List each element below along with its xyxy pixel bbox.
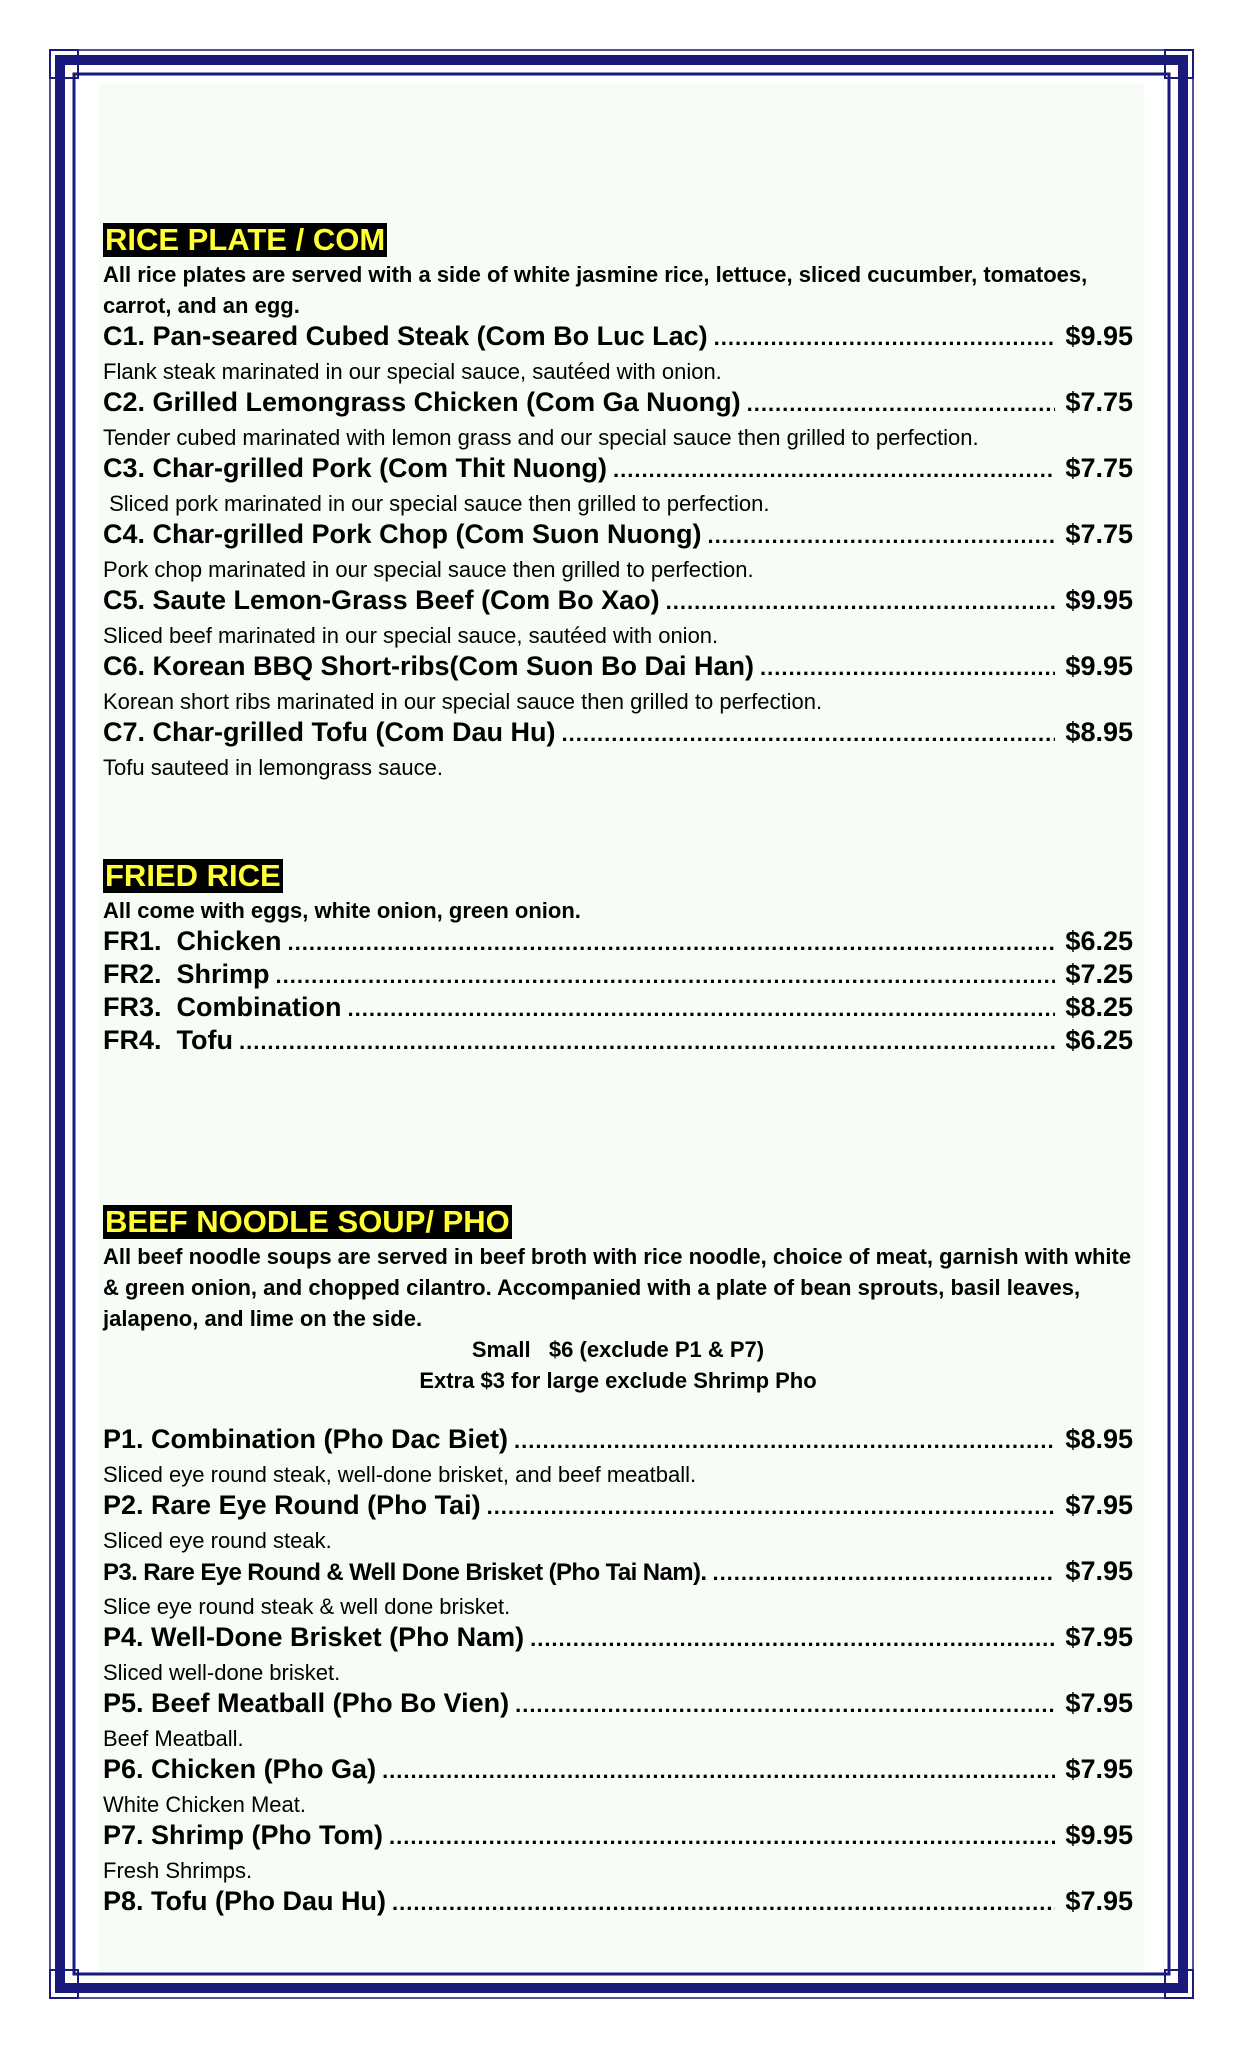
item-price: $7.75 bbox=[1065, 453, 1133, 483]
dot-leader bbox=[288, 930, 1056, 956]
item-price: $7.75 bbox=[1065, 519, 1133, 549]
item-description: White Chicken Meat. bbox=[103, 1792, 306, 1817]
dot-leader bbox=[747, 391, 1056, 417]
item-description: Flank steak marinated in our special sauce, sautéed with onion. bbox=[103, 359, 722, 384]
item-name: P2. Rare Eye Round (Pho Tai) bbox=[103, 1490, 481, 1520]
section-heading-rice-plate: RICE PLATE / COM bbox=[105, 222, 386, 257]
item-price: $7.95 bbox=[1065, 1886, 1133, 1916]
item-name: C2. Grilled Lemongrass Chicken (Com Ga Nuong) bbox=[103, 387, 741, 417]
item-name: P6. Chicken (Pho Ga) bbox=[103, 1754, 377, 1784]
item-description: Sliced well-done brisket. bbox=[103, 1660, 341, 1685]
item-price: $9.95 bbox=[1065, 585, 1133, 615]
dot-leader bbox=[389, 1824, 1055, 1850]
item-price: $7.95 bbox=[1065, 1622, 1133, 1652]
rice-plate-section bbox=[103, 223, 1133, 783]
item-name: P4. Well-Done Brisket (Pho Nam) bbox=[103, 1622, 525, 1652]
dot-leader bbox=[348, 996, 1056, 1022]
fried-rice-section bbox=[103, 859, 1133, 1058]
item-name: C5. Saute Lemon-Grass Beef (Com Bo Xao) bbox=[103, 585, 660, 615]
item-name: P1. Combination (Pho Dac Biet) bbox=[103, 1424, 509, 1454]
item-description: Tender cubed marinated with lemon grass and our special sauce then grilled to perfection. bbox=[103, 425, 979, 450]
section-heading-pho: BEEF NOODLE SOUP/ PHO bbox=[105, 1204, 510, 1239]
item-price: $7.25 bbox=[1065, 959, 1133, 989]
dot-leader bbox=[382, 1758, 1055, 1784]
dot-leader bbox=[562, 721, 1056, 747]
item-name: C7. Char-grilled Tofu (Com Dau Hu) bbox=[103, 717, 556, 747]
menu-item-c2 bbox=[103, 387, 1133, 423]
item-description: Fresh Shrimps. bbox=[103, 1858, 253, 1883]
rice-plate-intro: All rice plates are served with a side of white jasmine rice, lettuce, sliced cucumber, tomatoes, carrot, and an egg. bbox=[103, 262, 1088, 318]
item-description: Pork chop marinated in our special sauce then grilled to perfection. bbox=[103, 557, 754, 582]
item-name: FR2. Shrimp bbox=[103, 959, 270, 989]
dot-leader bbox=[712, 1560, 1055, 1586]
item-name: C4. Char-grilled Pork Chop (Com Suon Nuong) bbox=[103, 519, 702, 549]
item-price: $7.95 bbox=[1065, 1556, 1133, 1586]
menu-item-p4 bbox=[103, 1622, 1133, 1658]
dot-leader bbox=[760, 655, 1055, 681]
item-name: C1. Pan-seared Cubed Steak (Com Bo Luc Lac) bbox=[103, 321, 708, 351]
menu-item-fr4 bbox=[103, 1025, 1133, 1058]
item-description: Slice eye round steak & well done brisket. bbox=[103, 1594, 511, 1619]
menu-item-c7 bbox=[103, 717, 1133, 753]
fried-rice-intro: All come with eggs, white onion, green onion. bbox=[103, 898, 581, 923]
item-name: FR3. Combination bbox=[103, 992, 342, 1022]
dot-leader bbox=[666, 589, 1056, 615]
menu-item-c3 bbox=[103, 453, 1133, 489]
item-name: P7. Shrimp (Pho Tom) bbox=[103, 1820, 384, 1850]
item-description: Sliced pork marinated in our special sauce then grilled to perfection. bbox=[103, 491, 770, 516]
item-name: P5. Beef Meatball (Pho Bo Vien) bbox=[103, 1688, 510, 1718]
menu-item-c4 bbox=[103, 519, 1133, 555]
item-price: $8.95 bbox=[1065, 717, 1133, 747]
dot-leader bbox=[239, 1029, 1055, 1055]
menu-item-p5 bbox=[103, 1688, 1133, 1724]
dot-leader bbox=[530, 1626, 1055, 1652]
item-name: C6. Korean BBQ Short-ribs(Com Suon Bo Dai Han) bbox=[103, 651, 755, 681]
dot-leader bbox=[514, 1428, 1055, 1454]
spacer bbox=[103, 1396, 1133, 1424]
item-price: $9.95 bbox=[1065, 321, 1133, 351]
menu-item-c1 bbox=[103, 321, 1133, 357]
item-price: $7.95 bbox=[1065, 1754, 1133, 1784]
menu-item-p7 bbox=[103, 1820, 1133, 1856]
pho-intro: All beef noodle soups are served in beef broth with rice noodle, choice of meat, garnish with white & green onion, and chopped cilantro. Accompanied with a plate of bean sprouts, basil leaves, jalapeno, and lime on the side. bbox=[103, 1244, 1132, 1331]
pho-large-note: Extra $3 for large exclude Shrimp Pho bbox=[419, 1368, 817, 1393]
item-price: $7.75 bbox=[1065, 387, 1133, 417]
pho-section bbox=[103, 1205, 1133, 1922]
dot-leader bbox=[487, 1494, 1056, 1520]
item-description: Korean short ribs marinated in our special sauce then grilled to perfection. bbox=[103, 689, 823, 714]
item-price: $9.95 bbox=[1065, 1820, 1133, 1850]
menu-item-fr3 bbox=[103, 992, 1133, 1025]
dot-leader bbox=[714, 325, 1056, 351]
item-price: $6.25 bbox=[1065, 926, 1133, 956]
menu-item-fr2 bbox=[103, 959, 1133, 992]
menu-item-c5 bbox=[103, 585, 1133, 621]
item-description: Sliced beef marinated in our special sauce, sautéed with onion. bbox=[103, 623, 719, 648]
item-name: P3. Rare Eye Round & Well Done Brisket (Pho Tai Nam). bbox=[103, 1559, 707, 1586]
pho-small-note: Small $6 (exclude P1 & P7) bbox=[471, 1337, 765, 1362]
dot-leader bbox=[613, 457, 1055, 483]
item-description: Beef Meatball. bbox=[103, 1726, 244, 1751]
item-name: P8. Tofu (Pho Dau Hu) bbox=[103, 1886, 386, 1916]
item-price: $8.95 bbox=[1065, 1424, 1133, 1454]
dot-leader bbox=[515, 1692, 1055, 1718]
item-name: C3. Char-grilled Pork (Com Thit Nuong) bbox=[103, 453, 607, 483]
dot-leader bbox=[707, 523, 1055, 549]
menu-item-c6 bbox=[103, 651, 1133, 687]
menu-item-p8 bbox=[103, 1886, 1133, 1922]
menu-item-p3 bbox=[103, 1556, 1133, 1592]
item-name: FR4. Tofu bbox=[103, 1025, 233, 1055]
item-price: $6.25 bbox=[1065, 1025, 1133, 1055]
item-price: $7.95 bbox=[1065, 1490, 1133, 1520]
dot-leader bbox=[276, 963, 1056, 989]
item-name: FR1. Chicken bbox=[103, 926, 282, 956]
item-price: $7.95 bbox=[1065, 1688, 1133, 1718]
menu-item-p1 bbox=[103, 1424, 1133, 1460]
item-description: Sliced eye round steak. bbox=[103, 1528, 332, 1553]
section-heading-fried-rice: FRIED RICE bbox=[105, 858, 281, 893]
item-description: Tofu sauteed in lemongrass sauce. bbox=[103, 755, 443, 780]
item-price: $9.95 bbox=[1065, 651, 1133, 681]
menu-item-p2 bbox=[103, 1490, 1133, 1526]
menu-item-p6 bbox=[103, 1754, 1133, 1790]
item-description: Sliced eye round steak, well-done brisket, and beef meatball. bbox=[103, 1462, 697, 1487]
item-price: $8.25 bbox=[1065, 992, 1133, 1022]
dot-leader bbox=[392, 1890, 1055, 1916]
menu-item-fr1 bbox=[103, 926, 1133, 959]
